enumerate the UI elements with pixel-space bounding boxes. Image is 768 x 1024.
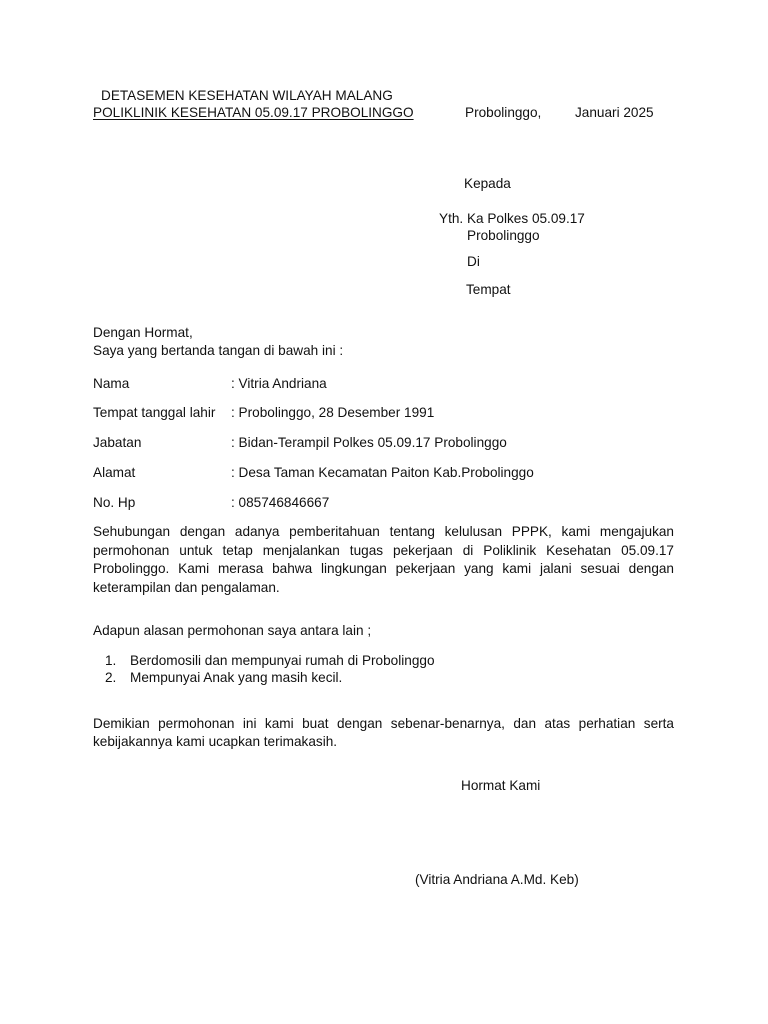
closing-paragraph: Demikian permohonan ini kami buat dengan sebenar-benarnya, dan atas perhatian serta kebijakannya kami ucapkan terimakasih.: [93, 716, 674, 749]
identity-label: Tempat tanggal lahir: [93, 405, 216, 420]
reasons-intro: Adapun alasan permohonan saya antara lain ;: [93, 623, 372, 638]
header-clinic-line: POLIKLINIK KESEHATAN 05.09.17 PROBOLINGGO: [93, 105, 414, 120]
identity-value: : Probolinggo, 28 Desember 1991: [231, 405, 435, 420]
identity-label: No. Hp: [93, 495, 136, 510]
list-item: [93, 669, 435, 686]
reasons-list: [93, 652, 435, 686]
recipient-kepada: Kepada: [464, 176, 511, 191]
identity-label: Nama: [93, 376, 130, 391]
greeting: Dengan Hormat,: [93, 325, 193, 340]
list-text: Berdomosili dan mempunyai rumah di Probolinggo: [130, 653, 435, 668]
body-paragraph: Sehubungan dengan adanya pemberitahuan tentang kelulusan PPPK, kami mengajukan permohonan untuk tetap menjalankan tugas pekerjaan di Poliklinik Kesehatan 05.09.17 Probolinggo. Kami merasa bahwa lingkungan pekerjaan yang kami jalani sesuai dengan keterampilan dan pengalaman.: [93, 524, 674, 596]
list-number: 2.: [105, 670, 117, 685]
intro-line: Saya yang bertanda tangan di bawah ini :: [93, 343, 344, 358]
list-text: Mempunyai Anak yang masih kecil.: [130, 670, 343, 685]
list-number: 1.: [105, 653, 117, 668]
recipient-line2: Probolinggo: [467, 228, 540, 243]
list-item: [93, 652, 435, 669]
identity-label: Alamat: [93, 465, 136, 480]
signature-salutation: Hormat Kami: [461, 778, 541, 793]
identity-value: : 085746846667: [231, 495, 330, 510]
header-unit-line: DETASEMEN KESEHATAN WILAYAH MALANG: [101, 88, 393, 103]
identity-value: : Desa Taman Kecamatan Paiton Kab.Probolinggo: [231, 465, 534, 480]
recipient-tempat: Tempat: [466, 282, 511, 297]
recipient-line1: Yth. Ka Polkes 05.09.17: [439, 211, 585, 226]
letter-place: Probolinggo,: [465, 105, 542, 120]
identity-value: : Vitria Andriana: [231, 376, 327, 391]
identity-value: : Bidan-Terampil Polkes 05.09.17 Probolinggo: [231, 435, 507, 450]
signature-name: (Vitria Andriana A.Md. Keb): [415, 872, 579, 887]
letter-date: Januari 2025: [575, 105, 654, 120]
recipient-di: Di: [467, 254, 480, 269]
identity-label: Jabatan: [93, 435, 142, 450]
